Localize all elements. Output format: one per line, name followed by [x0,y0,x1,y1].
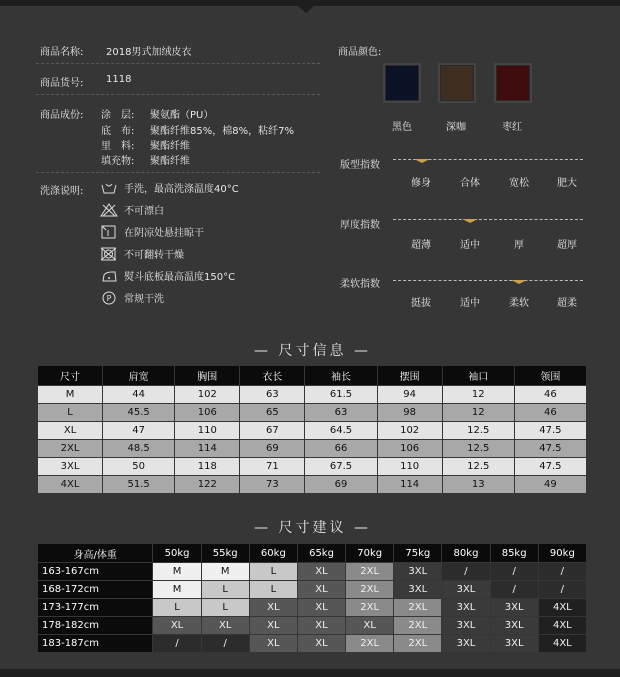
color-swatch-burgundy[interactable] [496,65,530,101]
table-cell: 64.5 [305,422,377,440]
scale-option: 柔软 [509,298,529,309]
color-name: 黑色 [392,122,412,133]
table-cell: M [153,563,201,581]
column-header: 65kg [297,544,345,563]
table-row [38,635,587,653]
column-header: 肩宽 [103,366,175,386]
table-row [38,599,587,617]
table-cell: 3XL [394,563,442,581]
table-row [38,440,587,458]
table-cell: L [249,581,297,599]
column-header: 50kg [153,544,201,563]
table-cell: 3XL [490,599,538,617]
table-cell: 3XL [442,581,490,599]
hand-wash-icon [100,181,118,195]
table-cell: 4XL [538,617,586,635]
composition-value: 聚酯纤维 [150,156,190,167]
table-cell: 2XL [346,563,394,581]
row-header: 183-187cm [38,635,153,653]
bottom-bar [0,669,620,677]
composition-value: 聚氨酯（PU） [150,110,214,121]
table-cell: 3XL [442,617,490,635]
scale-label: 厚度指数 [340,220,380,231]
scale-option: 挺拔 [411,298,431,309]
wash-label: 洗涤说明: [40,186,84,197]
dry-clean-icon [100,291,118,305]
wash-item [100,202,164,217]
table-cell: XL [297,617,345,635]
table-cell: 110 [175,422,240,440]
row-header: 163-167cm [38,563,153,581]
wash-item [100,268,235,283]
table-cell: XL [249,617,297,635]
table-cell: 4XL [38,476,103,494]
column-header: 身高/体重 [38,544,153,563]
column-header: 80kg [442,544,490,563]
table-cell: 67 [240,422,305,440]
table-cell: 122 [175,476,240,494]
table-cell: XL [38,422,103,440]
table-cell: 61.5 [305,386,377,404]
scale-label: 柔软指数 [340,279,380,290]
table-cell: XL [249,635,297,653]
table-cell: 48.5 [103,440,175,458]
wash-item [100,290,164,305]
scale-line [393,219,583,220]
row-header: 173-177cm [38,599,153,617]
composition-key: 里 料: [101,141,135,152]
scale-option: 适中 [460,298,480,309]
scale-option: 宽松 [509,178,529,189]
table-cell: 3XL [490,617,538,635]
table-cell: 102 [175,386,240,404]
table-cell: 3XL [490,635,538,653]
table-cell: 2XL [346,635,394,653]
divider [36,94,320,95]
wash-text: 手洗，最高洗涤温度40°C [124,184,239,195]
table-row [38,458,587,476]
column-header: 袖口 [442,366,514,386]
table-cell: 4XL [538,635,586,653]
wash-text: 不可漂白 [124,206,164,217]
column-header: 袖长 [305,366,377,386]
sku-value: 1118 [106,74,132,85]
table-header-row [38,366,587,386]
scale-indicator [414,159,430,163]
scale-option: 超厚 [557,240,577,251]
table-cell: 44 [103,386,175,404]
wash-item [100,180,239,195]
table-cell: L [38,404,103,422]
table-cell: 12 [442,386,514,404]
svg-text:P: P [106,293,112,303]
table-cell: 13 [442,476,514,494]
table-cell: 118 [175,458,240,476]
table-cell: XL [153,617,201,635]
table-cell: 2XL [38,440,103,458]
table-cell: M [201,563,249,581]
no-tumble-dry-icon [100,247,118,261]
table-cell: 3XL [442,635,490,653]
scale-line [393,280,583,281]
column-header: 领围 [514,366,586,386]
table-cell: XL [249,599,297,617]
size-advice-table [37,543,587,653]
table-cell: 3XL [394,581,442,599]
column-header: 75kg [394,544,442,563]
sku-label: 商品货号: [40,78,84,89]
divider [36,63,320,64]
product-name-label: 商品名称: [40,47,84,58]
scale-option: 厚 [514,240,524,251]
table-cell: XL [346,617,394,635]
table-cell: 50 [103,458,175,476]
divider [36,172,320,173]
table-cell: 51.5 [103,476,175,494]
table-cell: 2XL [346,581,394,599]
table-cell: / [490,581,538,599]
row-header: 178-182cm [38,617,153,635]
table-row [38,404,587,422]
iron-icon [100,269,118,283]
table-cell: 114 [175,440,240,458]
column-header: 衣长 [240,366,305,386]
top-notch [298,6,314,13]
table-cell: 12 [442,404,514,422]
scale-indicator [511,280,527,284]
table-cell: 63 [305,404,377,422]
color-label: 商品颜色: [338,47,382,58]
wash-item [100,224,204,239]
table-cell: 47.5 [514,440,586,458]
table-cell: 65 [240,404,305,422]
table-cell: 47 [103,422,175,440]
scale-label: 版型指数 [340,160,380,171]
table-cell: 2XL [394,635,442,653]
table-cell: 73 [240,476,305,494]
table-cell: 98 [377,404,442,422]
composition-key: 底 布: [101,126,135,137]
color-name: 枣红 [502,122,522,133]
scale-option: 适中 [460,240,480,251]
scale-option: 修身 [411,178,431,189]
table-header-row [38,544,587,563]
scale-option: 合体 [460,178,480,189]
color-swatch-black[interactable] [385,65,419,101]
table-cell: 106 [377,440,442,458]
table-cell: / [201,635,249,653]
table-cell: 69 [305,476,377,494]
column-header: 60kg [249,544,297,563]
wash-item [100,246,184,261]
table-cell: 46 [514,404,586,422]
size-advice-title: — 尺寸建议 — [254,520,371,536]
table-cell: 3XL [38,458,103,476]
column-header: 85kg [490,544,538,563]
table-cell: 47.5 [514,422,586,440]
table-cell: 66 [305,440,377,458]
table-cell: / [490,563,538,581]
product-name-value: 2018男式加绒皮衣 [106,47,192,58]
table-cell: XL [297,599,345,617]
table-cell: L [153,599,201,617]
table-row [38,476,587,494]
wash-text: 常规干洗 [124,294,164,305]
table-cell: XL [297,635,345,653]
scale-option: 超柔 [557,298,577,309]
table-cell: M [153,581,201,599]
wash-text: 不可翻转干燥 [124,250,184,261]
wash-text: 在阴凉处悬挂晾干 [124,228,204,239]
table-cell: 4XL [538,599,586,617]
table-cell: 102 [377,422,442,440]
composition-value: 聚酯纤维85%，棉8%，粘纤7% [150,126,294,137]
scale-indicator [462,219,478,223]
no-bleach-icon [100,203,118,217]
table-cell: 110 [377,458,442,476]
table-cell: 114 [377,476,442,494]
table-row [38,581,587,599]
table-cell: 63 [240,386,305,404]
composition-key: 填充物: [101,156,135,167]
table-cell: XL [297,563,345,581]
scale-option: 超薄 [411,240,431,251]
table-cell: 71 [240,458,305,476]
table-row [38,422,587,440]
table-cell: 67.5 [305,458,377,476]
wash-text: 熨斗底板最高温度150°C [124,272,236,283]
table-cell: L [201,599,249,617]
table-cell: XL [297,581,345,599]
size-info-title: — 尺寸信息 — [254,343,371,359]
table-cell: 94 [377,386,442,404]
table-row [38,563,587,581]
table-cell: 12.5 [442,458,514,476]
color-swatch-dark-brown[interactable] [440,65,474,101]
table-row [38,617,587,635]
table-cell: 12.5 [442,440,514,458]
table-cell: / [153,635,201,653]
table-cell: L [249,563,297,581]
table-cell: 3XL [442,599,490,617]
column-header: 90kg [538,544,586,563]
table-cell: / [442,563,490,581]
table-cell: 12.5 [442,422,514,440]
column-header: 摆围 [377,366,442,386]
table-cell: / [538,581,586,599]
column-header: 70kg [346,544,394,563]
table-cell: 69 [240,440,305,458]
table-cell: 47.5 [514,458,586,476]
composition-label: 商品成份: [40,110,84,121]
composition-value: 聚酯纤维 [150,141,190,152]
color-name: 深咖 [446,122,466,133]
table-cell: 49 [514,476,586,494]
table-cell: 46 [514,386,586,404]
table-row [38,386,587,404]
table-cell: 45.5 [103,404,175,422]
table-cell: 2XL [394,617,442,635]
shade-dry-icon [100,225,118,239]
table-cell: 2XL [394,599,442,617]
size-info-table [37,365,587,494]
composition-key: 涂 层: [101,110,135,121]
table-cell: M [38,386,103,404]
column-header: 尺寸 [38,366,103,386]
column-header: 55kg [201,544,249,563]
column-header: 胸围 [175,366,240,386]
table-cell: 106 [175,404,240,422]
table-cell: L [201,581,249,599]
table-cell: / [538,563,586,581]
table-cell: XL [201,617,249,635]
table-cell: 2XL [346,599,394,617]
row-header: 168-172cm [38,581,153,599]
scale-option: 肥大 [557,178,577,189]
